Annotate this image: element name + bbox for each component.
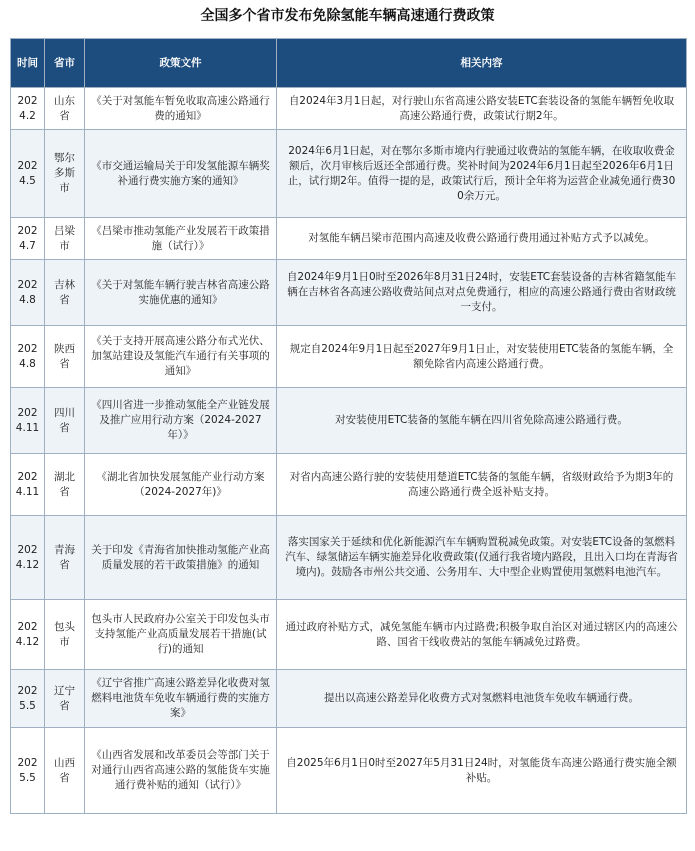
row-content: 规定自2024年9月1日起至2027年9月1日止，对安装使用ETC装备的氢能车辆，全额免除省内高速公路通行费。 — [277, 326, 687, 388]
row-content: 自2024年9月1日0时至2026年8月31日24时，安装ETC套装设备的吉林省籍氢能车辆在吉林省各高速公路收费站间点对点免费通行，相应的高速公路通行费由省财政统一支付。 — [277, 260, 687, 326]
row-content: 落实国家关于延续和优化新能源汽车车辆购置税减免政策。对安装ETC设备的氢燃料汽车、绿氢储运车辆实施差异化收费政策(仅通行我省境内路段，且出入口均在青海省境内)。鼓励各市州公共交通、公务用车、大中型企业购置使用氢燃料电池汽车。 — [277, 516, 687, 600]
table-row — [11, 326, 687, 388]
table-row — [11, 88, 687, 130]
row-time: 2024.5 — [11, 130, 45, 218]
table-row — [11, 218, 687, 260]
row-doc: 《辽宁省推广高速公路差异化收费对氢燃料电池货车免收车辆通行费的实施方案》 — [85, 670, 277, 728]
header-city: 省市 — [45, 39, 85, 88]
row-content: 自2025年6月1日0时至2027年5月31日24时，对氢能货车高速公路通行费实施全额补贴。 — [277, 728, 687, 814]
table-row — [11, 388, 687, 454]
row-city: 山东省 — [45, 88, 85, 130]
table-row — [11, 260, 687, 326]
row-content: 通过政府补贴方式，减免氢能车辆市内过路费;积极争取自治区对通过辖区内的高速公路、国省干线收费站的氢能车辆减免过路费。 — [277, 600, 687, 670]
row-doc: 《吕梁市推动氢能产业发展若干政策措施（试行）》 — [85, 218, 277, 260]
table-row — [11, 454, 687, 516]
row-doc: 《关于对氢能车辆行驶吉林省高速公路实施优惠的通知》 — [85, 260, 277, 326]
page-title: 全国多个省市发布免除氢能车辆高速通行费政策 — [200, 8, 495, 24]
row-time: 2024.7 — [11, 218, 45, 260]
policy-table — [10, 38, 687, 814]
row-time: 2024.8 — [11, 326, 45, 388]
header-content: 相关内容 — [277, 39, 687, 88]
table-row — [11, 130, 687, 218]
row-doc: 《湖北省加快发展氢能产业行动方案（2024-2027年)》 — [85, 454, 277, 516]
row-doc: 关于印发《青海省加快推动氢能产业高质量发展的若干政策措施》的通知 — [85, 516, 277, 600]
row-doc: 包头市人民政府办公室关于印发包头市支持氢能产业高质量发展若干措施(试行)的通知 — [85, 600, 277, 670]
row-time: 2024.12 — [11, 600, 45, 670]
row-content: 对省内高速公路行驶的安装使用楚道ETC装备的氢能车辆，省级财政给予为期3年的高速公路通行费全返补贴支持。 — [277, 454, 687, 516]
row-city: 辽宁省 — [45, 670, 85, 728]
row-doc: 《四川省进一步推动氢能全产业链发展及推广应用行动方案（2024-2027年）》 — [85, 388, 277, 454]
row-doc: 《关于支持开展高速公路分布式光伏、加氢站建设及氢能汽车通行有关事项的通知》 — [85, 326, 277, 388]
row-time: 2024.11 — [11, 388, 45, 454]
row-city: 吕梁市 — [45, 218, 85, 260]
row-city: 吉林省 — [45, 260, 85, 326]
row-content: 自2024年3月1日起，对行驶山东省高速公路安装ETC套装设备的氢能车辆暂免收取高速公路通行费，政策试行期2年。 — [277, 88, 687, 130]
row-content: 2024年6月1日起，对在鄂尔多斯市境内行驶通过收费站的氢能车辆，在收取收费金额后，次月审核后返还全部通行费。奖补时间为2024年6月1日起至2026年6月1日止，试行期2年。值得一提的是，政策试行后，预计全年将为运营企业减免通行费300余万元。 — [277, 130, 687, 218]
table-row — [11, 516, 687, 600]
table-header-row — [11, 39, 687, 88]
row-city: 包头市 — [45, 600, 85, 670]
row-doc: 《山西省发展和改革委员会等部门关于对通行山西省高速公路的氢能货车实施通行费补贴的通知（试行）》 — [85, 728, 277, 814]
row-content: 提出以高速公路差异化收费方式对氢燃料电池货车免收车辆通行费。 — [277, 670, 687, 728]
row-content: 对氢能车辆吕梁市范围内高速及收费公路通行费用通过补贴方式予以减免。 — [277, 218, 687, 260]
row-doc: 《市交通运输局关于印发氢能源车辆奖补通行费实施方案的通知》 — [85, 130, 277, 218]
row-city: 陕西省 — [45, 326, 85, 388]
table-row — [11, 600, 687, 670]
row-city: 山西省 — [45, 728, 85, 814]
row-content: 对安装使用ETC装备的氢能车辆在四川省免除高速公路通行费。 — [277, 388, 687, 454]
header-time: 时间 — [11, 39, 45, 88]
row-time: 2024.12 — [11, 516, 45, 600]
row-doc: 《关于对氢能车暂免收取高速公路通行费的通知》 — [85, 88, 277, 130]
table-row — [11, 728, 687, 814]
row-time: 2025.5 — [11, 670, 45, 728]
row-time: 2024.8 — [11, 260, 45, 326]
header-doc: 政策文件 — [85, 39, 277, 88]
row-time: 2024.11 — [11, 454, 45, 516]
row-city: 四川省 — [45, 388, 85, 454]
row-time: 2025.5 — [11, 728, 45, 814]
row-city: 湖北省 — [45, 454, 85, 516]
row-city: 青海省 — [45, 516, 85, 600]
row-time: 2024.2 — [11, 88, 45, 130]
table-row — [11, 670, 687, 728]
row-city: 鄂尔多斯市 — [45, 130, 85, 218]
